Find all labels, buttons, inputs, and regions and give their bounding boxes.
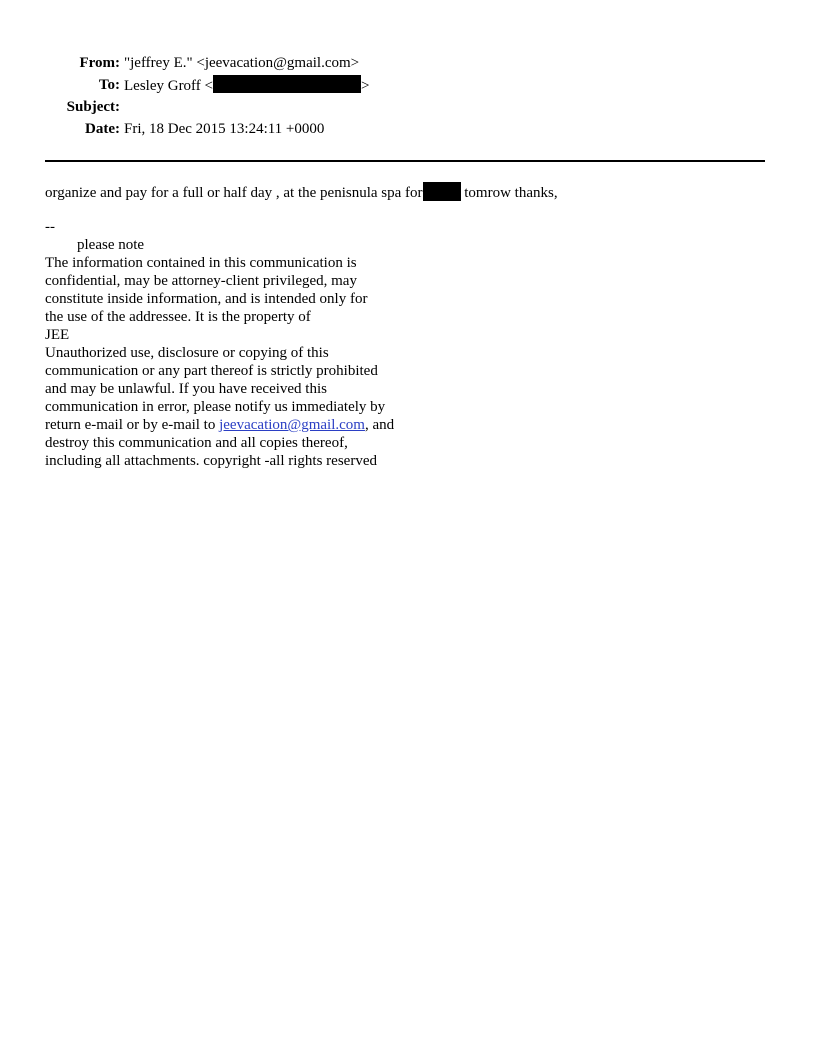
date-label: Date: bbox=[85, 121, 120, 137]
from-row bbox=[0, 53, 816, 75]
to-value bbox=[124, 75, 369, 96]
disclaimer-line: communication in error, please notify us immediately by bbox=[45, 399, 386, 415]
redaction-block bbox=[213, 75, 361, 93]
disclaimer-line: confidential, may be attorney-client privileged, may bbox=[45, 273, 357, 289]
from-label: From: bbox=[79, 55, 120, 71]
disclaimer-line: destroy this communication and all copies thereof, bbox=[45, 435, 348, 451]
disclaimer-line: constitute inside information, and is intended only for bbox=[45, 291, 368, 307]
message-body bbox=[45, 182, 558, 203]
disclaimer-line: communication or any part thereof is strictly prohibited bbox=[45, 363, 378, 379]
disclaimer-return-line bbox=[45, 416, 445, 434]
to-row bbox=[0, 75, 816, 97]
to-name: Lesley Groff < bbox=[124, 78, 213, 94]
disclaimer-line: and may be unlawful. If you have received this bbox=[45, 381, 327, 397]
subject-row bbox=[0, 97, 816, 119]
signature-note: please note bbox=[77, 237, 145, 253]
disclaimer-line: Unauthorized use, disclosure or copying of this bbox=[45, 345, 329, 361]
date-value: Fri, 18 Dec 2015 13:24:11 +0000 bbox=[124, 121, 325, 137]
subject-label: Subject: bbox=[66, 99, 120, 115]
disclaimer-block bbox=[45, 254, 445, 470]
disclaimer-line: including all attachments. copyright -all rights reserved bbox=[45, 453, 377, 469]
email-header bbox=[0, 53, 816, 141]
disclaimer-line: The information contained in this communication is bbox=[45, 255, 357, 271]
to-label: To: bbox=[98, 77, 120, 93]
signature-separator: -- bbox=[45, 219, 55, 235]
redaction-block bbox=[423, 182, 461, 201]
date-row bbox=[0, 119, 816, 141]
email-link[interactable]: jeevacation@gmail.com bbox=[219, 417, 365, 433]
to-close-bracket: > bbox=[361, 78, 370, 94]
message-text-start: organize and pay for a full or half day , at the penisnula spa for bbox=[45, 185, 423, 201]
return-line-text: return e-mail or by e-mail to bbox=[45, 417, 220, 433]
from-value: "jeffrey E." <jeevacation@gmail.com> bbox=[124, 55, 360, 71]
disclaimer-line: the use of the addressee. It is the property of bbox=[45, 309, 311, 325]
disclaimer-line: JEE bbox=[45, 327, 70, 343]
header-divider bbox=[45, 160, 765, 162]
message-text-end: tomrow thanks, bbox=[460, 185, 558, 201]
return-line-suffix: , and bbox=[364, 417, 395, 433]
